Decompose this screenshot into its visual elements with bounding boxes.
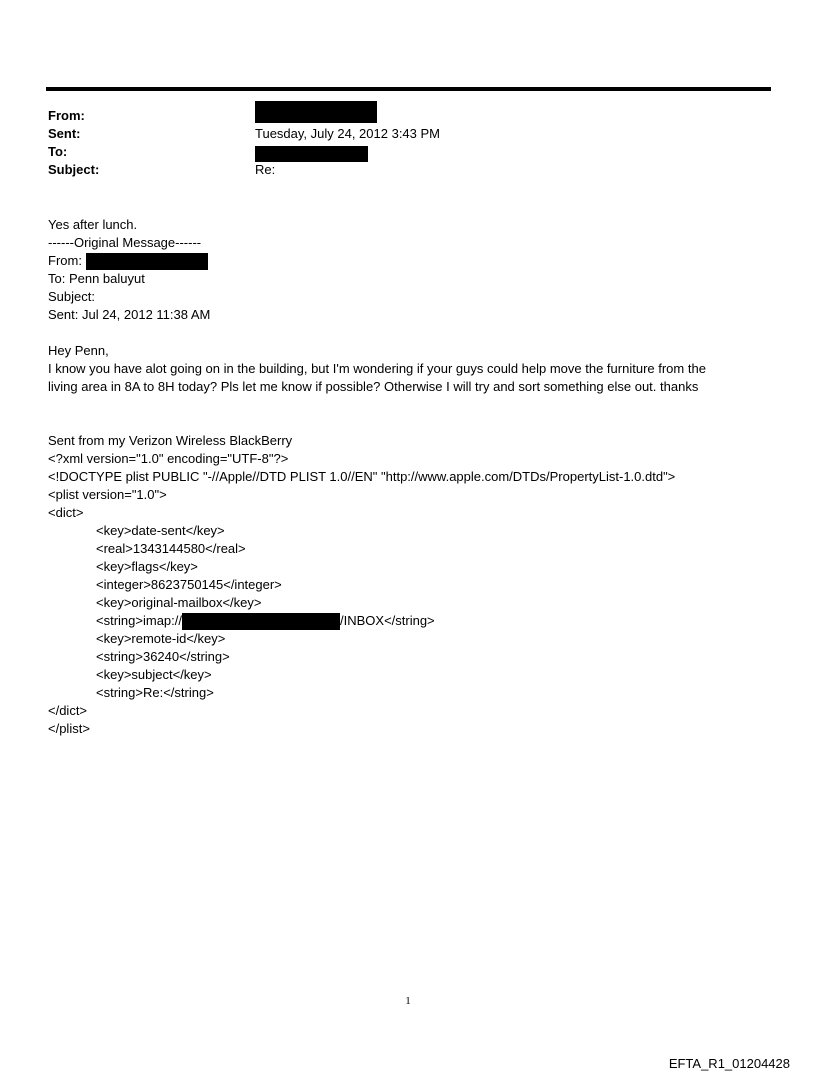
original-subject-line: Subject: [48,289,95,304]
plist-key-subject: <key>subject</key> [96,667,212,682]
message-line-2: living area in 8A to 8H today? Pls let me know if possible? Otherwise I will try and sort something else out. thanks [48,379,699,394]
original-from-line [48,252,778,270]
greeting: Hey Penn, [48,343,109,358]
document-id: EFTA_R1_01204428 [668,1056,790,1071]
plist-close-tag: </plist> [48,721,90,736]
to-label: To: [48,144,68,159]
plist-key-date-sent: <key>date-sent</key> [96,523,225,538]
from-label: From: [48,108,85,123]
header-divider [46,87,771,91]
original-from-redacted [86,253,208,270]
imap-suffix: /INBOX</string> [340,613,435,628]
subject-label: Subject: [48,162,100,177]
email-body [48,216,778,738]
imap-prefix: <string>imap:// [96,613,182,628]
reply-text: Yes after lunch. [48,217,138,232]
plist-string-imap [48,612,778,630]
sent-value: Tuesday, July 24, 2012 3:43 PM [255,126,440,141]
page-number: 1 [405,995,411,1007]
plist-xml-declaration: <?xml version="1.0" encoding="UTF-8"?> [48,451,289,466]
signature: Sent from my Verizon Wireless BlackBerry [48,433,293,448]
plist-string-remote-id: <string>36240</string> [96,649,230,664]
plist-string-subject: <string>Re:</string> [96,685,214,700]
sent-label: Sent: [48,126,81,141]
plist-key-flags: <key>flags</key> [96,559,198,574]
original-from-label: From: [48,253,82,268]
plist-integer-value: <integer>8623750145</integer> [96,577,282,592]
original-to-line: To: Penn baluyut [48,271,145,286]
original-sent-line: Sent: Jul 24, 2012 11:38 AM [48,307,211,322]
dict-close-tag: </dict> [48,703,88,718]
imap-redacted [182,613,340,630]
plist-real-value: <real>1343144580</real> [96,541,246,556]
to-value-redacted [255,144,368,162]
plist-open-tag: <plist version="1.0"> [48,487,167,502]
original-message-marker: ------Original Message------ [48,235,202,250]
dict-open-tag: <dict> [48,505,84,520]
plist-key-remote-id: <key>remote-id</key> [96,631,226,646]
subject-value: Re: [255,162,276,177]
from-value-redacted [255,101,377,123]
plist-doctype: <!DOCTYPE plist PUBLIC "-//Apple//DTD PLIST 1.0//EN" "http://www.apple.com/DTDs/PropertyList-1.0.dtd"> [48,469,676,484]
message-line-1: I know you have alot going on in the building, but I'm wondering if your guys could help move the furniture from the [48,361,706,376]
plist-key-original-mailbox: <key>original-mailbox</key> [96,595,262,610]
